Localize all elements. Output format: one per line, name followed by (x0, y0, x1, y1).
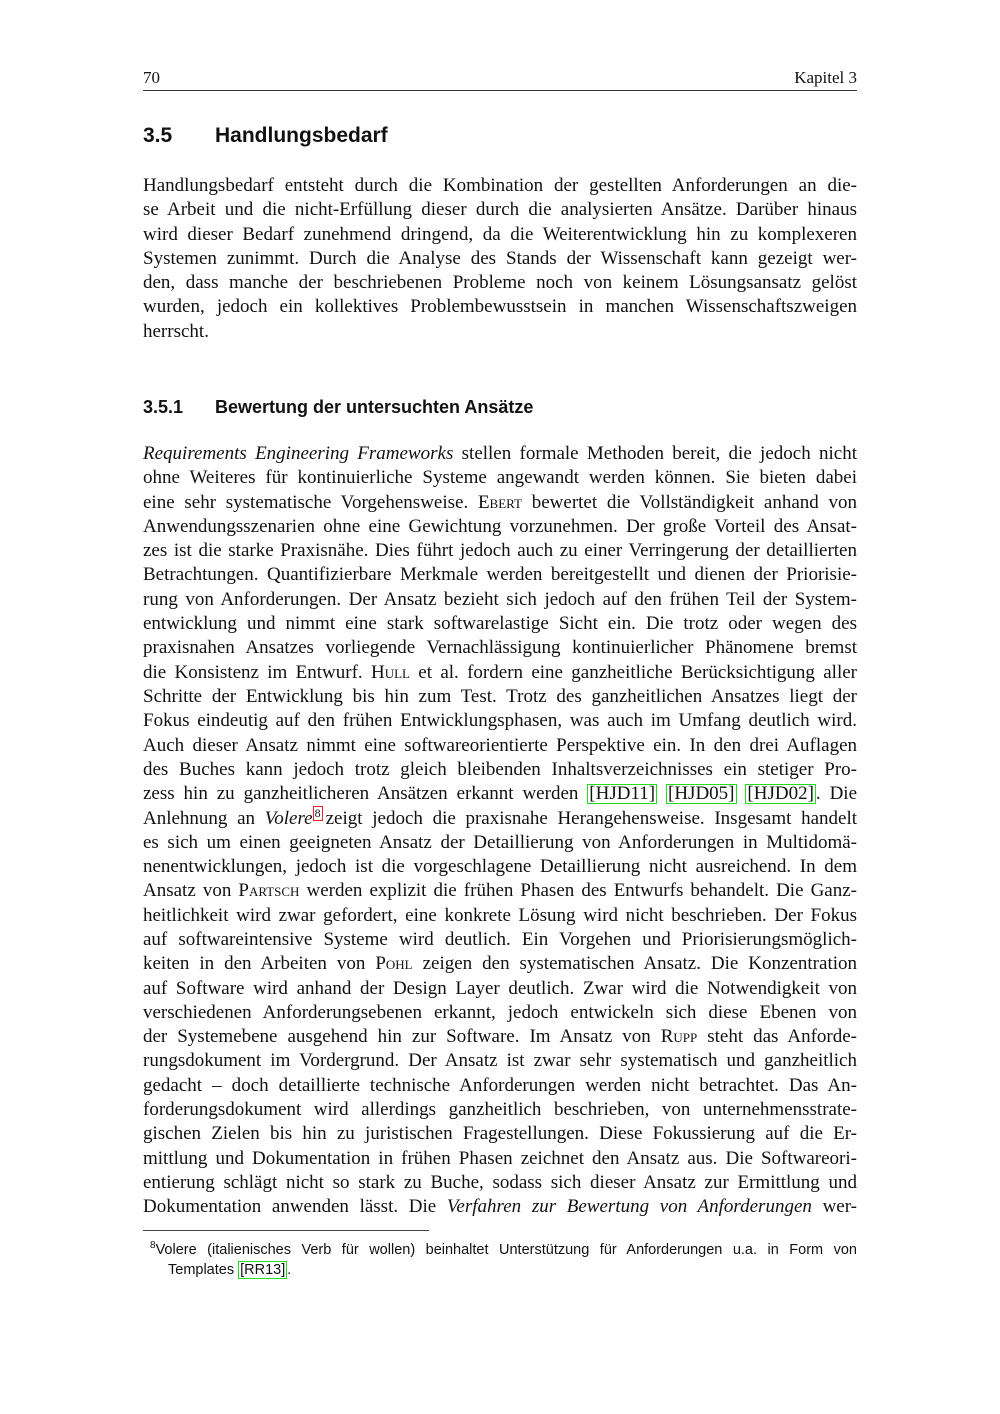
intro-line: den, dass manche der beschriebenen Probleme noch von keinem Lösungsansatz gelöst (143, 272, 857, 294)
body-line: es sich um einen geeigneten Ansatz der Detaillierung von Anforderungen in Multidomä- (143, 831, 857, 853)
body-line: entwicklung und nimmt eine stark softwarelastige Sicht ein. Die trotz oder wegen des (143, 613, 857, 635)
footnote-mark: 8 (150, 1240, 156, 1251)
body-line: rung von Anforderungen. Der Ansatz bezieht sich jedoch auf den frühen Teil der System- (143, 588, 857, 610)
subsection-heading (143, 397, 533, 418)
citation-link[interactable]: [HJD11] (589, 783, 656, 805)
body-line: gischen Zielen bis hin zu juristischen Fragestellungen. Diese Fokussierung auf die Er- (143, 1123, 857, 1145)
citation-link[interactable]: [HJD05] (668, 783, 735, 805)
intro-line: wurden, jedoch ein kollektives Problembewusstsein in manchen Wissenschaftszweigen (143, 296, 857, 318)
body-line: Schritte der Entwicklung bis hin zum Test. Trotz des ganzheitlichen Ansatzes liegt der (143, 685, 857, 707)
body-line: zess hin zu ganzheitlicheren Ansätzen erkannt werden [HJD11] [HJD05] [HJD02] . Die (143, 783, 857, 805)
body-line: zes ist die starke Praxisnähe. Dies führt jedoch auch zu einer Verringerung der detaillierten (143, 540, 857, 562)
subsection-number: 3.5.1 (143, 397, 184, 417)
footnote-divider (143, 1230, 429, 1231)
section-title: Handlungsbedarf (215, 124, 388, 147)
citation-link[interactable]: [HJD02] (747, 783, 814, 805)
author-name: Hull (370, 661, 410, 683)
chapter-label: Kapitel 3 (794, 68, 857, 87)
body-line: auf Software wird anhand der Design Layer deutlich. Zwar wird die Notwendigkeit von (143, 977, 857, 999)
body-line: auf softwareintensive Systeme wird deutlich. Ein Vorgehen und Priorisierungsmöglich- (143, 928, 857, 950)
footnote-line: $^8$Volere (italienisches Verb für wollen) beinhaltet Unterstützung für Anforderungen u.a. in Form von (150, 1240, 857, 1258)
body-line: gedacht – doch detaillierte technische Anforderungen werden nicht betrachtet. Das An- (143, 1074, 857, 1096)
body-line: forderungsdokument wird allerdings ganzheitlich beschrieben, von unternehmensstrate- (143, 1099, 857, 1121)
intro-line: se Arbeit und die nicht-Erfüllung dieser durch die analysierten Ansätze. Darüber hinaus (143, 199, 857, 221)
body-line: entierung schlägt nicht so stark zu Buche, sodass sich dieser Ansatz zur Ermittlung und (143, 1171, 857, 1193)
citation-link[interactable]: [RR13] (240, 1262, 286, 1278)
body-line: praxisnahen Ansatzes vorliegende Vernachlässigung kontinuierlicher Phänomene bremst (143, 637, 857, 659)
subsection-title: Bewertung der untersuchten Ansätze (215, 397, 534, 417)
body-line: Ansatz von Partsch werden explizit die frühen Phasen des Entwurfs behandelt. Die Ganz- (143, 880, 857, 902)
body-line: Betrachtungen. Quantifizierbare Merkmale werden bereitgestellt und dienen der Priorisie- (143, 564, 857, 586)
body-line: nenentwicklungen, jedoch ist die vorgeschlagene Detaillierung nicht ausreichend. In dem (143, 856, 857, 878)
intro-line: Handlungsbedarf entsteht durch die Kombination der gestellten Anforderungen an die- (143, 175, 857, 196)
body-line: des Buches kann jedoch trotz gleich bleibenden Inhaltsverzeichnisses ein stetiger Pro- (143, 758, 857, 780)
footnote (150, 1236, 857, 1280)
running-header (143, 66, 857, 91)
body-line: Requirements Engineering Frameworks stellen formale Methoden bereit, die jedoch nicht (143, 443, 857, 464)
intro-line: Systemen zunimmt. Durch die Analyse des Stands der Wissenschaft kann gezeigt wer- (143, 247, 857, 269)
body-line: Anlehnung an Volere 8 zeigt jedoch die praxisnahe Herangehensweise. Insgesamt handelt (143, 806, 857, 830)
body-line: Dokumentation anwenden lässt. Die Verfahren zur Bewertung von Anforderungen wer- (143, 1196, 857, 1218)
body-line: die Konsistenz im Entwurf. Hull et al. fordern eine ganzheitliche Berücksichtigung aller (143, 661, 857, 683)
page-number: 70 (143, 68, 160, 87)
body-line: Anwendungsszenarien ohne eine Gewichtung vorzunehmen. Der große Vorteil des Ansat- (143, 515, 857, 537)
intro-line: herrscht. (143, 320, 209, 342)
footnote-link[interactable]: 8 (314, 806, 321, 821)
footnote-line: Templates [RR13] . (168, 1262, 292, 1278)
body-line: der Systemebene ausgehend hin zur Software. Im Ansatz von Rupp steht das Anforde- (143, 1026, 857, 1048)
intro-paragraph (143, 174, 857, 344)
author-name: Partsch (238, 880, 300, 902)
body-line: keiten in den Arbeiten von Pohl zeigen den systematischen Ansatz. Die Konzentration (143, 953, 857, 975)
term-emphasis: Verfahren zur Bewertung von Anforderungen (446, 1196, 812, 1218)
body-line: mittlung und Dokumentation in frühen Phasen zeichnet den Ansatz aus. Die Softwareori- (143, 1147, 857, 1169)
body-line: rungsdokument im Vordergrund. Der Ansatz ist zwar sehr systematisch und ganzheitlich (143, 1050, 857, 1072)
body-line: Fokus eindeutig auf den frühen Entwicklungsphasen, was auch im Umfang deutlich wird. (143, 710, 857, 732)
section-heading (143, 124, 388, 148)
author-name: Rupp (660, 1026, 698, 1048)
body-line: Auch dieser Ansatz nimmt eine softwareorientierte Perspektive ein. In den drei Auflagen (143, 734, 857, 756)
body-line: verschiedenen Anforderungsebenen erkannt, jedoch entwickeln sich diese Ebenen von (143, 1001, 857, 1023)
body-line: heitlichkeit wird zwar gefordert, eine konkrete Lösung wird nicht beschrieben. Der Fokus (143, 904, 857, 926)
body-line: ohne Weiteres für kontinuierliche Systeme angewandt werden können. Sie bieten dabei (143, 467, 857, 489)
body-line: eine sehr systematische Vorgehensweise. Ebert bewertet die Vollständigkeit anhand von (143, 491, 857, 513)
section-number: 3.5 (143, 124, 173, 147)
term-emphasis: Requirements Engineering Frameworks (143, 443, 454, 464)
term-emphasis: Volere (264, 808, 313, 830)
intro-line: wird dieser Bedarf zunehmend dringend, da die Weiterentwicklung hin zu komplexeren (143, 223, 857, 245)
author-name: Pohl (375, 953, 413, 975)
author-name: Ebert (477, 491, 522, 513)
body-paragraph (143, 442, 857, 1220)
